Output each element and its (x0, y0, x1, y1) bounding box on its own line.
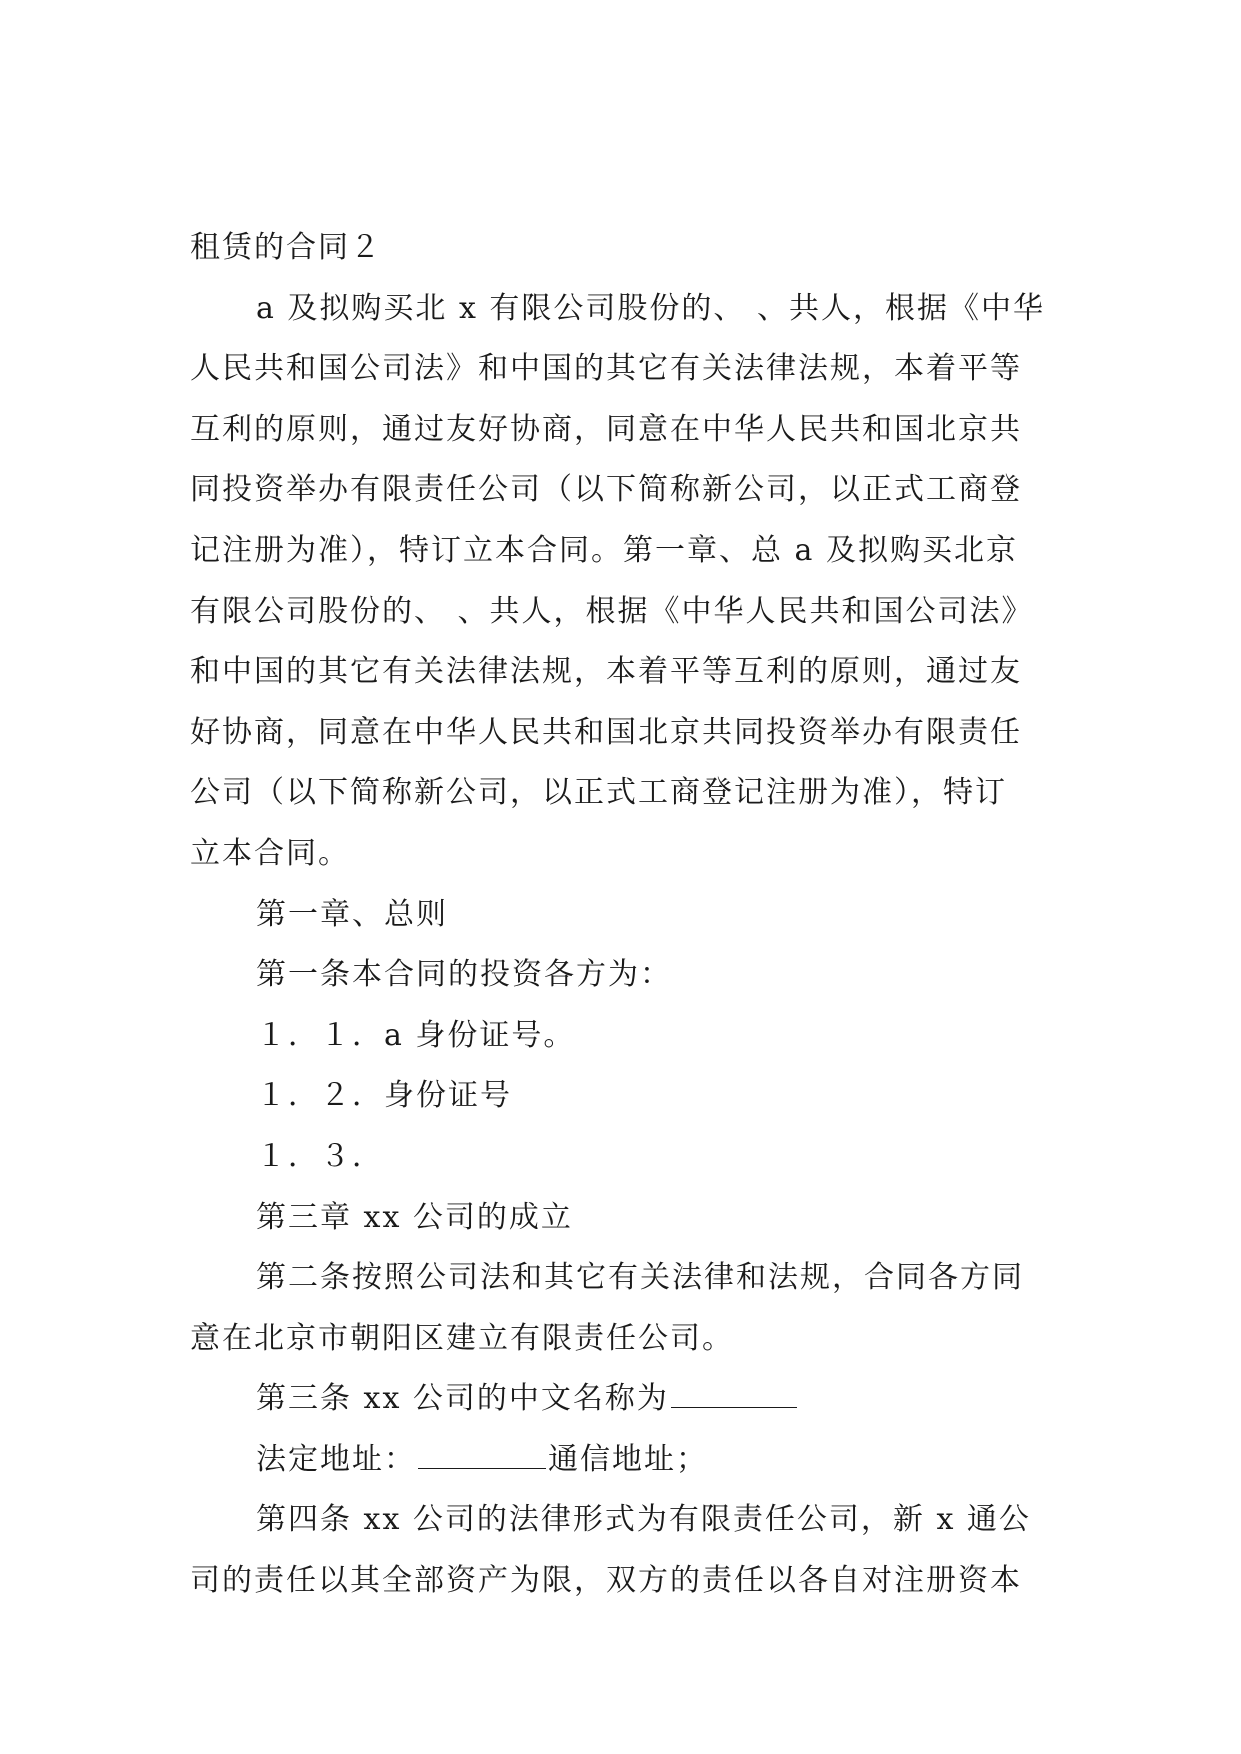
paragraph-line: 记注册为准），特订立本合同。第一章、总 a 及拟购买北京 (190, 532, 1018, 568)
chapter-heading: 第三章 xx 公司的成立 (256, 1199, 573, 1235)
paragraph-line: 同投资举办有限责任公司（以下简称新公司，以正式工商登 (190, 472, 1022, 508)
fill-in-blank (418, 1444, 546, 1469)
paragraph-line: 人民共和国公司法》和中国的其它有关法律法规，本着平等 (190, 351, 1022, 387)
list-item: １．１．a 身份证号。 (256, 1017, 576, 1053)
article-line: 第一条本合同的投资各方为： (256, 957, 672, 993)
mailing-address-label: 通信地址； (548, 1441, 708, 1477)
document-title: 租赁的合同２ (190, 230, 382, 265)
chapter-heading: 第一章、总则 (256, 896, 448, 932)
paragraph-line: a 及拟购买北 x 有限公司股份的、 、共人，根据《中华 (256, 290, 1045, 326)
article-text: 第三条 xx 公司的中文名称为 (256, 1381, 669, 1417)
list-item: １．２．身份证号 (256, 1078, 512, 1114)
fill-in-blank (671, 1383, 797, 1408)
paragraph-line: 和中国的其它有关法律法规，本着平等互利的原则，通过友 (190, 654, 1022, 690)
article-line (190, 1369, 1050, 1430)
paragraph-line: 有限公司股份的、 、共人，根据《中华人民共和国公司法》 (190, 593, 1034, 629)
paragraph-line: 互利的原则，通过友好协商，同意在中华人民共和国北京共 (190, 411, 1022, 447)
paragraph-line: 司的责任以其全部资产为限，双方的责任以各自对注册资本 (190, 1563, 1022, 1599)
legal-address-label: 法定地址： (256, 1441, 416, 1477)
paragraph-line: 意在北京市朝阳区建立有限责任公司。 (190, 1320, 734, 1356)
address-line (190, 1430, 1050, 1491)
paragraph-line: 公司（以下简称新公司，以正式工商登记注册为准），特订 (190, 775, 1007, 811)
list-item: １．３． (256, 1138, 384, 1174)
article-line: 第四条 xx 公司的法律形式为有限责任公司，新 x 通公 (256, 1502, 1031, 1538)
paragraph-line: 好协商，同意在中华人民共和国北京共同投资举办有限责任 (190, 714, 1022, 750)
paragraph-line: 立本合同。 (190, 835, 350, 871)
document-body (190, 218, 1050, 1612)
article-line: 第二条按照公司法和其它有关法律和法规，合同各方同 (256, 1260, 1024, 1296)
